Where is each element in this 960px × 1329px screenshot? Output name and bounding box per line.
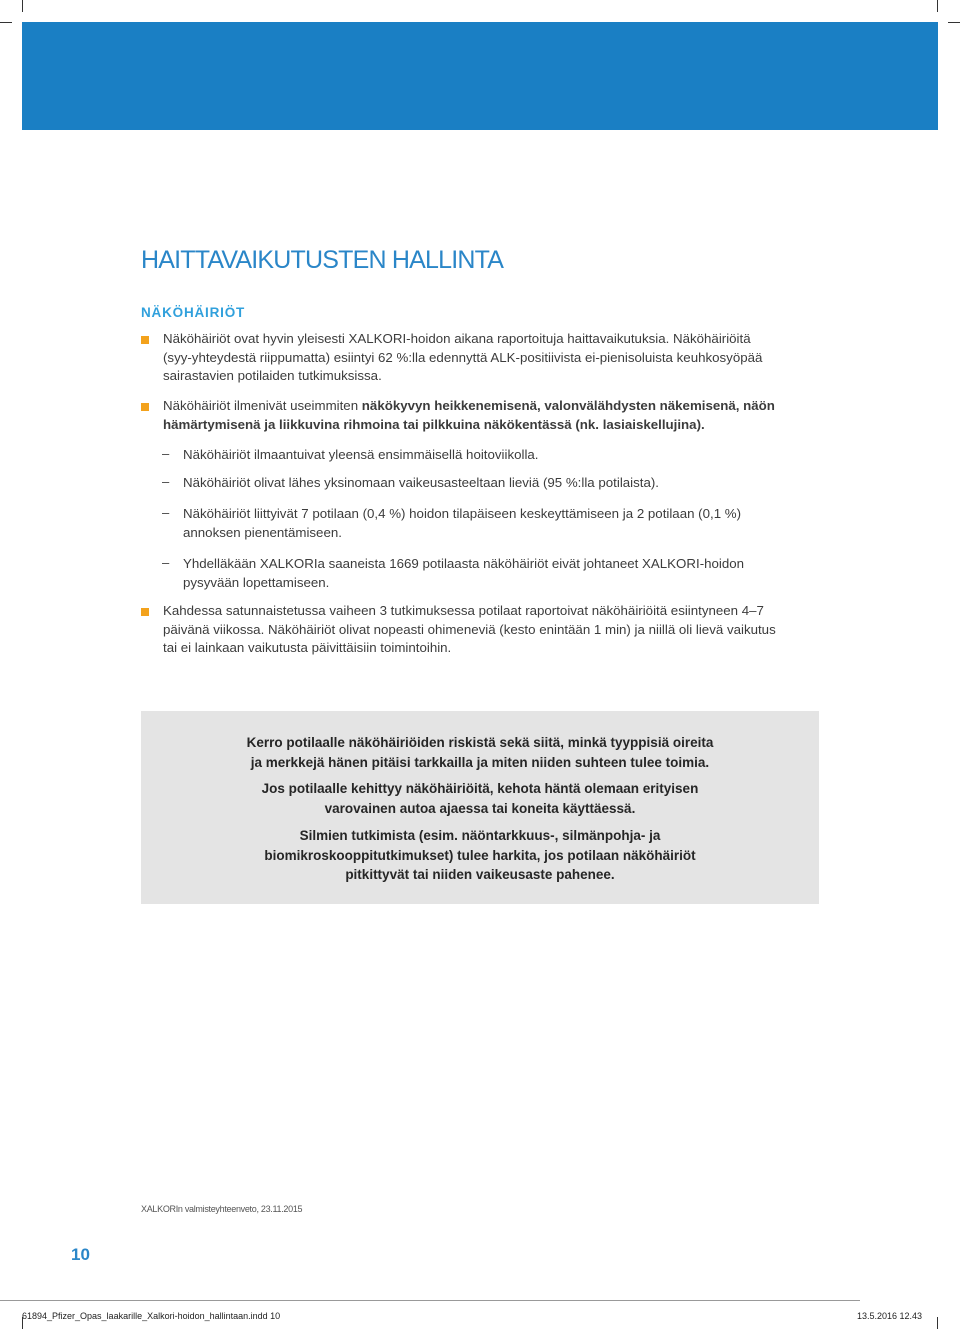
bullet-paragraph [163, 330, 762, 386]
bullet-marker [141, 403, 149, 411]
slug-timestamp: 13.5.2016 12.43 [856, 1311, 922, 1321]
bullet-paragraph [163, 602, 776, 658]
page-number: 10 [71, 1245, 90, 1264]
callout-line: ja merkkejä hänen pitäisi tarkkailla ja miten niiden suhteen tulee toimia. [250, 754, 710, 770]
sub-item [183, 555, 744, 592]
section-heading: NÄKÖHÄIRIÖT [141, 305, 246, 320]
crop-mark [937, 0, 938, 12]
bullet-marker [141, 608, 149, 616]
sub-item [183, 474, 659, 493]
text-line: Kahdessa satunnaistetussa vaiheen 3 tutkimuksessa potilaat raportoivat näköhäiriöitä esiintyneen 4–7 [163, 603, 764, 618]
callout-line: Jos potilaalle kehittyy näköhäiriöitä, kehota häntä olemaan erityisen [261, 781, 699, 796]
page-title: HAITTAVAIKUTUSTEN HALLINTA [141, 246, 504, 274]
text-line: päivänä viikossa. Näköhäiriöt olivat nopeasti ohimeneviä (kesto enintään 1 min) ja niillä oli lievä vaikutus [163, 621, 776, 637]
text-line: annoksen pienentämiseen. [183, 524, 342, 540]
callout-paragraph [141, 826, 819, 885]
callout-paragraph [141, 779, 819, 818]
callout-line: Kerro potilaalle näköhäiriöiden riskistä sekä siitä, minkä tyyppisiä oireita [246, 735, 714, 750]
bold-text: näkökyvyn heikkenemisenä, valonvälähdysten näkemisenä, näön [361, 398, 775, 413]
dash-marker: – [162, 505, 170, 520]
callout-paragraph [141, 733, 819, 772]
bullet-marker [141, 336, 149, 344]
dash-marker: – [162, 446, 170, 461]
text-line: (syy-yhteydestä riippumatta) esiintyi 62 %:lla edennyttä ALK-positiivista ei-pienisoluista keuhkosyöpää [163, 349, 763, 365]
footnote: XALKORIn valmisteyhteenveto, 23.11.2015 [141, 1204, 303, 1214]
callout-line: pitkittyvät tai niiden vaikeusaste pahenee. [345, 867, 615, 882]
bullet-paragraph [163, 397, 775, 434]
callout-box [141, 711, 819, 904]
dash-marker: – [162, 474, 170, 489]
slug-rule [0, 1300, 860, 1301]
text-line: Yhdelläkään XALKORIa saaneista 1669 potilaasta näköhäiriöt eivät johtaneet XALKORI-hoidon [183, 556, 745, 571]
text-line: tai ei lainkaan vaikutusta päivittäisiin toimintoihin. [163, 640, 452, 655]
text-line: Näköhäiriöt olivat lähes yksinomaan vaikeusasteeltaan lieviä (95 %:lla potilaista). [183, 475, 659, 490]
crop-mark [0, 22, 12, 23]
callout-line: biomikroskooppitutkimukset) tulee harkita, jos potilaan näköhäiriöt [264, 847, 696, 863]
dash-marker: – [162, 555, 170, 570]
text-line: Näköhäiriöt ilmaantuivat yleensä ensimmäisellä hoitoviikolla. [183, 447, 539, 462]
crop-mark [22, 0, 23, 12]
header-band [22, 22, 938, 130]
text-line: Näköhäiriöt liittyivät 7 potilaan (0,4 %) hoidon tilapäiseen keskeyttämiseen ja 2 potilaan (0,1 %) [183, 506, 742, 521]
text-line: pysyvään lopettamiseen. [183, 574, 330, 590]
text-line: sairastavien potilaiden tutkimuksissa. [163, 368, 382, 383]
text-line: Näköhäiriöt ovat hyvin yleisesti XALKORI-hoidon aikana raportoituja haittavaikutuksia. Näköhäiriöitä [163, 331, 751, 346]
crop-mark [948, 22, 960, 23]
sub-item [183, 505, 741, 542]
bold-text: hämärtymisenä ja liikkuvina rihmoina tai pilkkuina näkökentässä (nk. lasiaiskellujina). [163, 416, 705, 432]
sub-item [183, 446, 539, 465]
slug-filename: 61894_Pfizer_Opas_laakarille_Xalkori-hoidon_hallintaan.indd 10 [22, 1311, 281, 1321]
callout-line: varovainen autoa ajaessa tai koneita käyttäessä. [324, 800, 636, 816]
crop-mark [937, 1317, 938, 1329]
text-run: Näköhäiriöt ilmenivät useimmiten [163, 398, 362, 413]
callout-line: Silmien tutkimista (esim. näöntarkkuus-, silmänpohja- ja [299, 828, 661, 843]
